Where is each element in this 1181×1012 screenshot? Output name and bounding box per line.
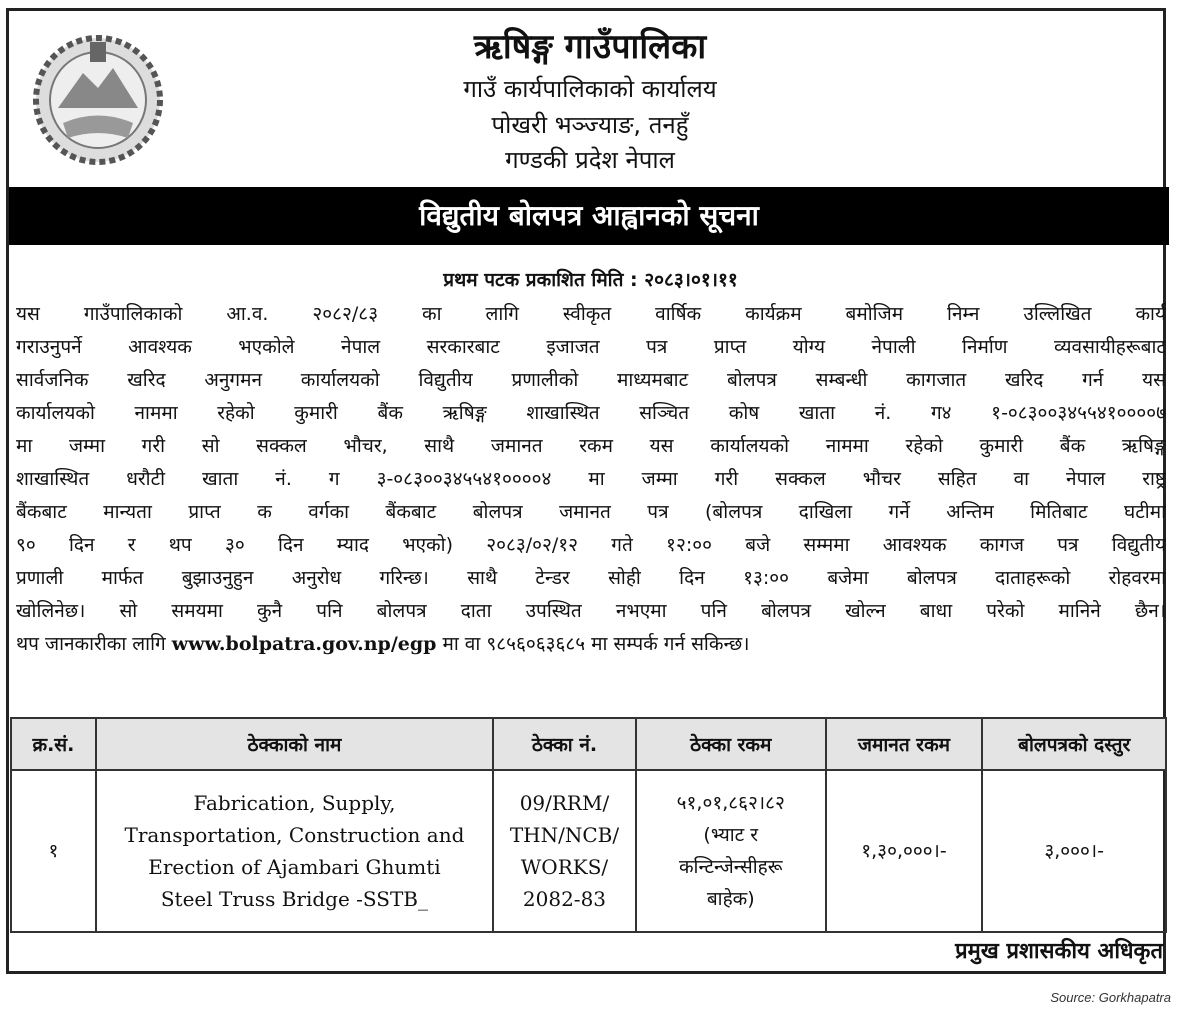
bolpatra-link[interactable]: www.bolpatra.gov.np/egp	[171, 633, 437, 655]
table-row	[11, 770, 1166, 932]
tender-table	[10, 717, 1167, 933]
cell-contract-amount: ५१,०१,८६२।८२ (भ्याट र कन्टिन्जेन्सीहरू बाहेक)	[636, 770, 826, 932]
office-name: गाउँ कार्यपालिकाको कार्यालय	[463, 75, 717, 103]
col-bid-fee: बोलपत्रको दस्तुर	[982, 718, 1166, 770]
col-contract-no: ठेक्का नं.	[493, 718, 636, 770]
body-line: बैंकबाट मान्यता प्राप्त क वर्गका बैंकबाट बोलपत्र जमानत पत्र (बोलपत्र दाखिला गर्ने अन्तिम मितिबाट घटीमा	[16, 501, 1166, 523]
body-line: यस गाउँपालिकाको आ.व. २०८२/८३ का लागि स्वीकृत वार्षिक कार्यक्रम बमोजिम निम्न उल्लिखित कार्य	[16, 303, 1166, 325]
body-line: ९० दिन र थप ३० दिन म्याद भएको) २०८३/०२/१२ गते १२:०० बजे सम्ममा आवश्यक कागज पत्र विद्युतीय	[16, 534, 1166, 556]
col-security-amount: जमानत रकम	[826, 718, 983, 770]
col-contract-amount: ठेक्का रकम	[636, 718, 826, 770]
source-credit: Source: Gorkhapatra	[1050, 990, 1171, 1005]
contact-prefix: थप जानकारीका लागि	[16, 633, 166, 655]
cell-contract-no: 09/RRM/ THN/NCB/ WORKS/ 2082-83	[493, 770, 636, 932]
published-date: प्रथम पटक प्रकाशित मिति : २०८३।०१।११	[443, 269, 738, 291]
contact-suffix: मा वा ९८५६०६३६८५ मा सम्पर्क गर्न सकिन्छ।	[442, 633, 750, 655]
body-line: कार्यालयको नाममा रहेको कुमारी बैंक ऋषिङ्ग शाखास्थित सञ्चित कोष खाता नं. ग४ १-०८३००३४५५४१००००७	[16, 402, 1166, 424]
body-line: खोलिनेछ। सो समयमा कुनै पनि बोलपत्र दाता उपस्थित नभएमा पनि बोलपत्र खोल्न बाधा परेको मानिने छैन।	[16, 600, 1166, 622]
body-line: मा जम्मा गरी सो सक्कल भौचर, साथै जमानत रकम यस कार्यालयको नाममा रहेको कुमारी बैंक ऋषिङ्ग	[16, 435, 1166, 457]
nepal-emblem-icon	[28, 28, 168, 168]
cell-serial: १	[11, 770, 96, 932]
body-line: सार्वजनिक खरिद अनुगमन कार्यालयको विद्युतीय प्रणालीको माध्यमबाट बोलपत्र सम्बन्धी कागजात खरिद गर्न यस	[16, 369, 1166, 391]
contact-line	[16, 628, 1166, 661]
table-header-row	[11, 718, 1166, 770]
province-name: गण्डकी प्रदेश नेपाल	[505, 146, 675, 174]
body-line: गराउनुपर्ने आवश्यक भएकोले नेपाल सरकारबाट इजाजत पत्र प्राप्त योग्य नेपाली निर्माण व्यवसायीहरूबाट	[16, 336, 1166, 358]
cell-contract-name: Fabrication, Supply, Transportation, Construction and Erection of Ajambari Ghumti Steel Truss Bridge -SSTB_	[96, 770, 493, 932]
cell-bid-fee: ३,०००।-	[982, 770, 1166, 932]
office-address: पोखरी भञ्ज्याङ, तनहुँ	[491, 111, 689, 139]
col-contract-name: ठेक्काको नाम	[96, 718, 493, 770]
notice-title-banner: विद्युतीय बोलपत्र आह्वानको सूचना	[9, 187, 1169, 245]
cell-security-amount: १,३०,०००।-	[826, 770, 983, 932]
body-line: शाखास्थित धरौटी खाता नं. ग ३-०८३००३४५५४१००००४ मा जम्मा गरी सक्कल भौचर सहित वा नेपाल राष्ट्र	[16, 468, 1166, 490]
signatory-title: प्रमुख प्रशासकीय अधिकृत	[955, 939, 1163, 964]
municipality-name: ऋषिङ्ग गाउँपालिका	[473, 27, 707, 67]
notice-body	[16, 298, 1166, 661]
col-serial: क्र.सं.	[11, 718, 96, 770]
body-line: प्रणाली मार्फत बुझाउनुहुन अनुरोध गरिन्छ। साथै टेन्डर सोही दिन १३:०० बजेमा बोलपत्र दाताहरूको रोहवरमा	[16, 567, 1166, 589]
